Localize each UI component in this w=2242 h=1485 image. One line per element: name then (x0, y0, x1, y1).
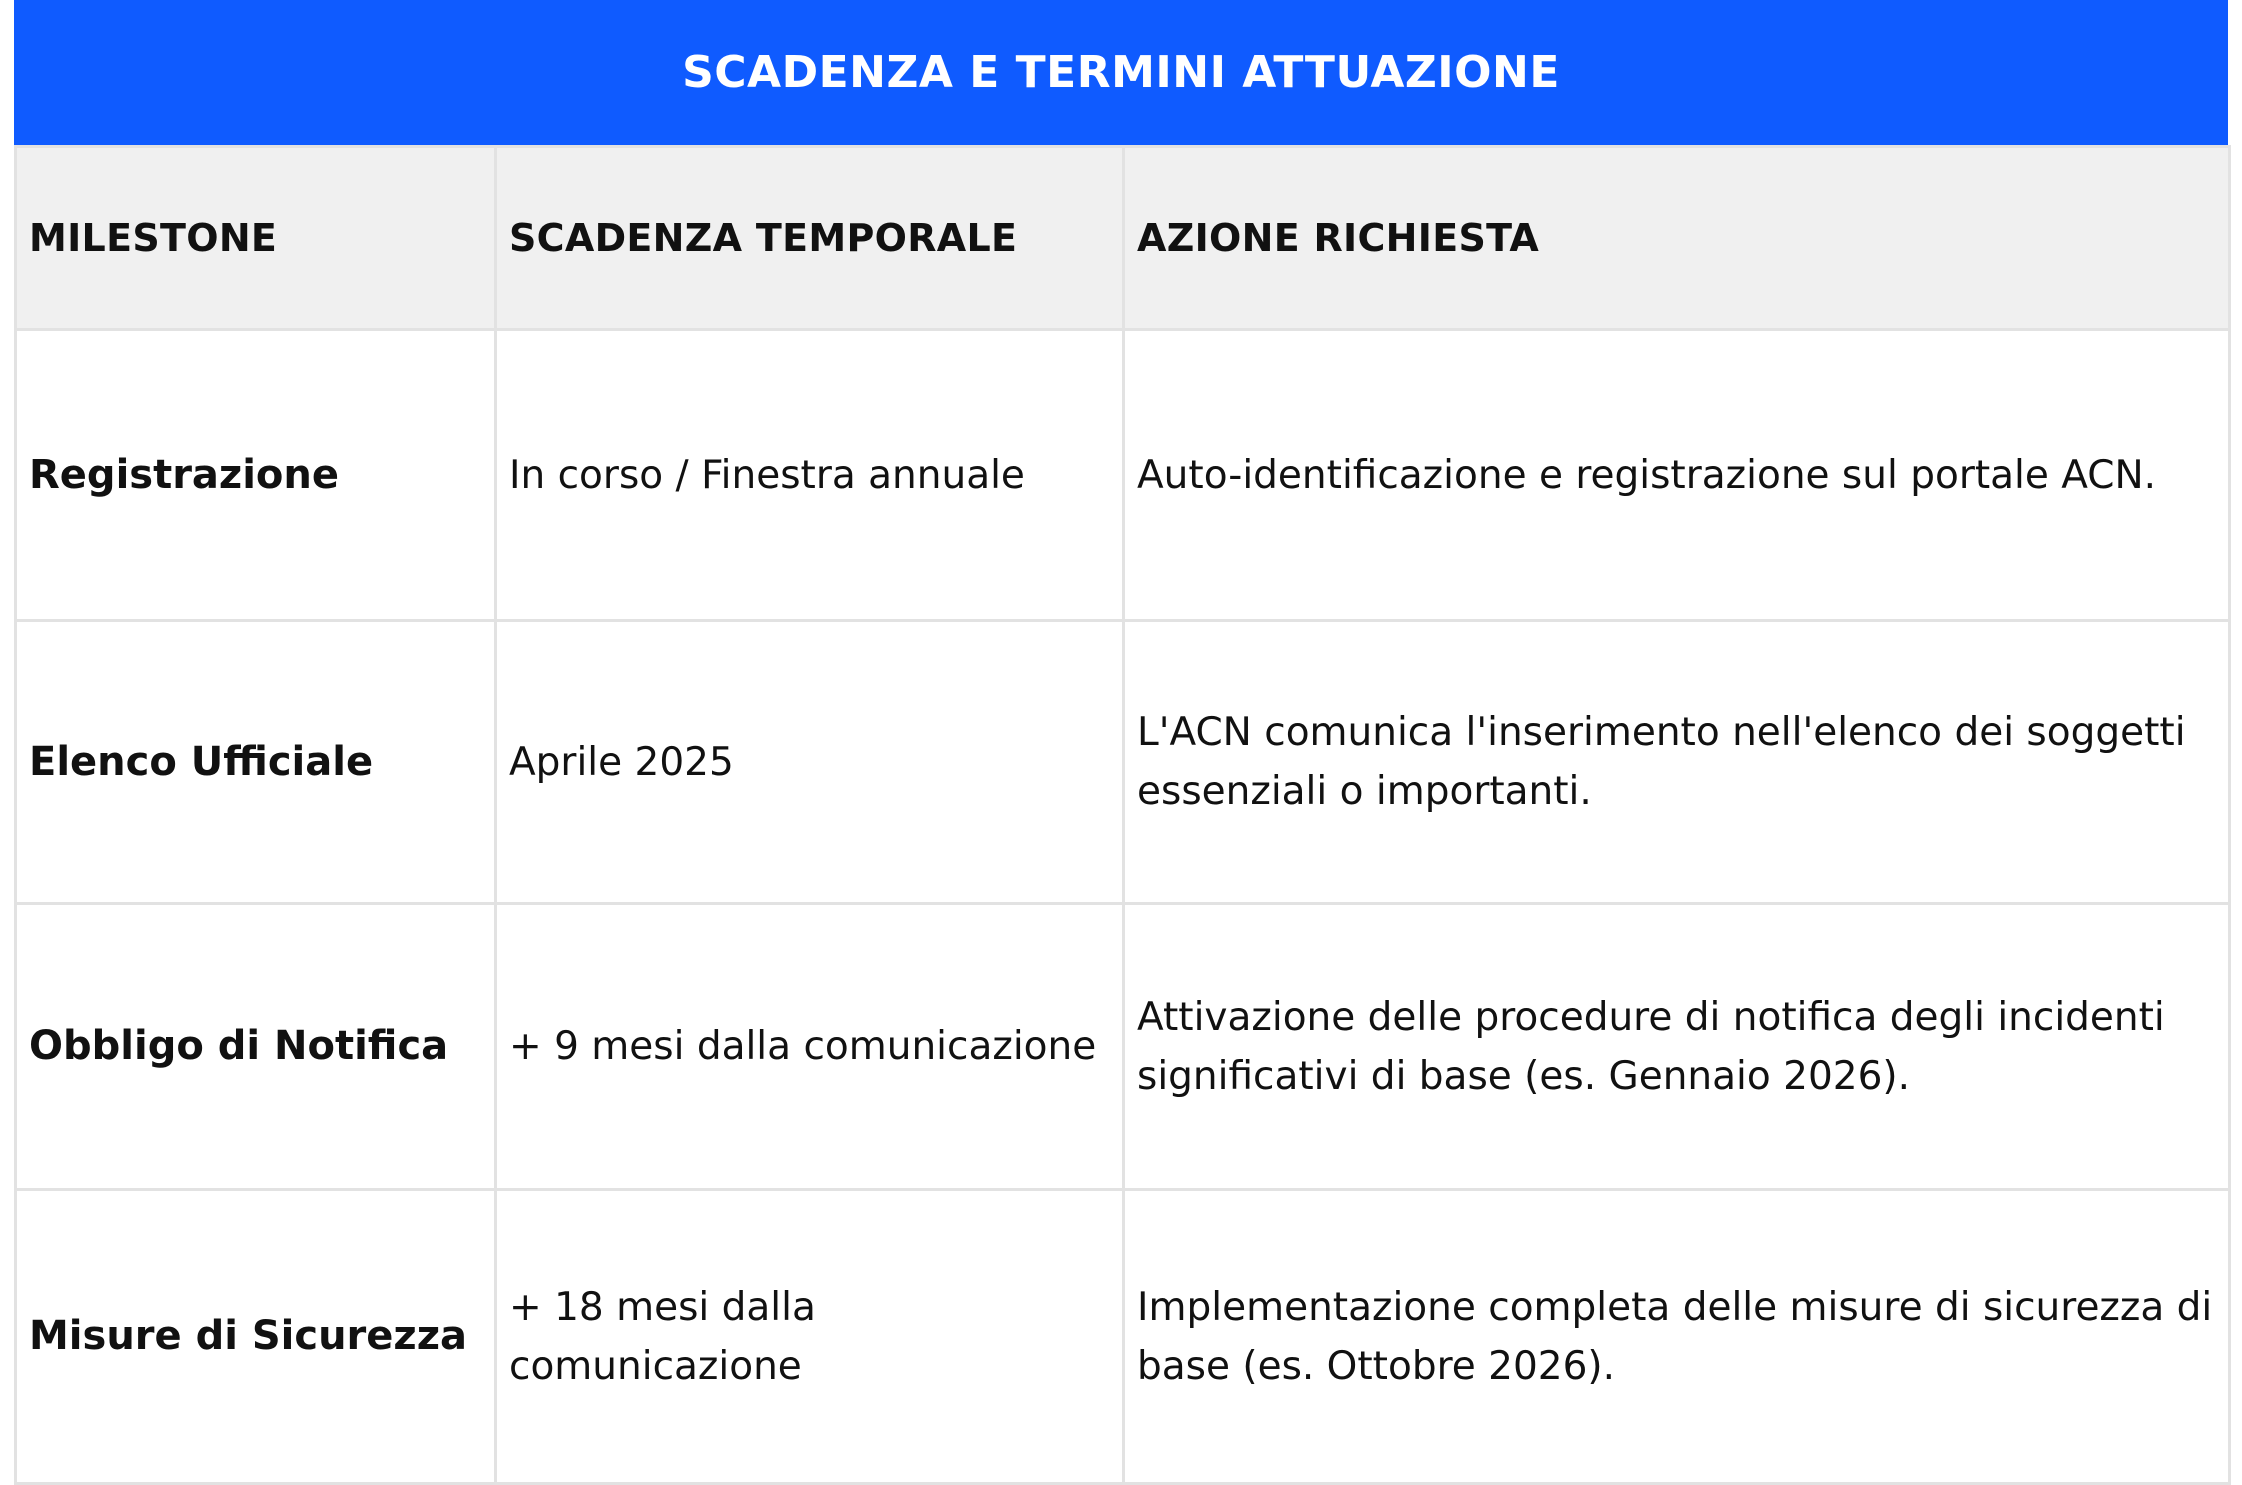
deadline-cell: + 9 mesi dalla comunicazione (496, 904, 1124, 1190)
header-deadline: SCADENZA TEMPORALE (496, 147, 1124, 330)
title-bar (14, 0, 2228, 145)
milestone-cell: Elenco Ufficiale (16, 621, 496, 904)
deadline-cell: + 18 mesi dalla comunicazione (496, 1190, 1124, 1484)
deadlines-table (14, 145, 2231, 1485)
action-cell: Auto-identificazione e registrazione sul portale ACN. (1124, 330, 2230, 621)
table-row (16, 621, 2230, 904)
milestone-cell: Registrazione (16, 330, 496, 621)
action-cell: Implementazione completa delle misure di sicurezza di base (es. Ottobre 2026). (1124, 1190, 2230, 1484)
action-cell: Attivazione delle procedure di notifica degli incidenti significativi di base (es. Gennaio 2026). (1124, 904, 2230, 1190)
table-row (16, 330, 2230, 621)
deadline-cell: In corso / Finestra annuale (496, 330, 1124, 621)
action-cell: L'ACN comunica l'inserimento nell'elenco dei soggetti essenziali o importanti. (1124, 621, 2230, 904)
table-row (16, 904, 2230, 1190)
milestone-cell: Misure di Sicurezza (16, 1190, 496, 1484)
header-milestone: MILESTONE (16, 147, 496, 330)
deadline-cell: Aprile 2025 (496, 621, 1124, 904)
deadlines-table-card (14, 0, 2228, 1485)
header-action: AZIONE RICHIESTA (1124, 147, 2230, 330)
milestone-cell: Obbligo di Notifica (16, 904, 496, 1190)
table-title: SCADENZA E TERMINI ATTUAZIONE (682, 47, 1560, 98)
table-row (16, 1190, 2230, 1484)
header-row (16, 147, 2230, 330)
